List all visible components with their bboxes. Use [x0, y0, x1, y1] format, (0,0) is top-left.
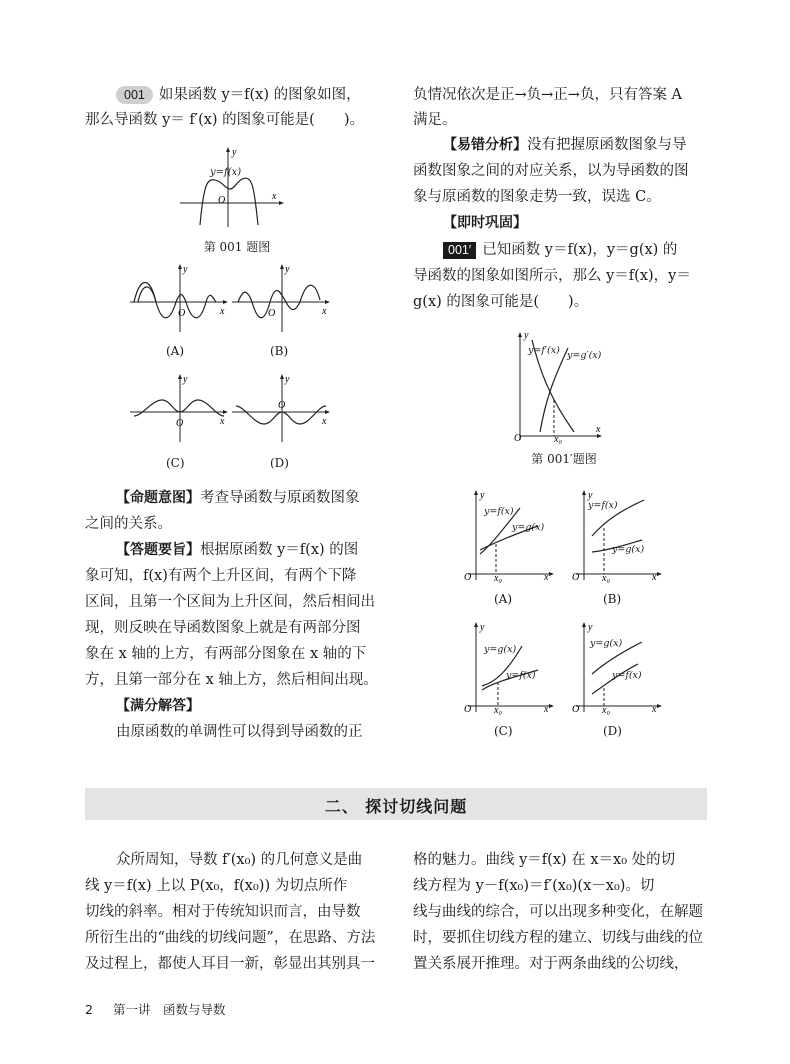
full-answer-line1: 由原函数的单调性可以得到导函数的正	[116, 724, 363, 740]
svg-text:x: x	[272, 191, 277, 202]
svg-text:x₀: x₀	[602, 573, 610, 584]
figure-001-caption: 第 001 题图	[203, 240, 271, 254]
option-d-label: (D)	[270, 456, 289, 470]
opt-d-label-f: y=f(x)	[612, 670, 642, 681]
key-line1: 【答题要旨】根据原函数 y＝f(x) 的图	[116, 542, 359, 558]
section-banner	[85, 788, 707, 820]
question-tag-dark: 001′	[443, 242, 476, 259]
paragraph-line: 线方程为 y－f(x₀)＝f′(x₀)(x－x₀)。切	[413, 878, 655, 894]
option-a-graph-2	[458, 488, 558, 584]
opt-c-label-f: y=f(x)	[506, 670, 536, 681]
figure-001p-caption: 第 001′题图	[531, 452, 597, 466]
opt-a-label-f: y=f(x)	[484, 506, 514, 517]
continuation-line2: 满足。	[413, 112, 457, 128]
drill-heading: 【即时巩固】	[443, 215, 527, 231]
svg-text:x: x	[652, 572, 657, 583]
svg-text:O: O	[464, 704, 472, 715]
svg-text:y: y	[480, 490, 485, 501]
svg-text:y: y	[183, 374, 188, 385]
key-line6: 方，且第一部分在 x 轴上方，然后相间出现。	[85, 672, 378, 688]
paragraph-line: 线 y＝f(x) 上以 P(x₀，f(x₀)) 为切点所作	[85, 878, 348, 894]
question-001p-line1: 001′ 已知函数 y＝f(x)，y＝g(x) 的	[443, 240, 677, 260]
option-a-label: (A)	[166, 344, 185, 358]
svg-text:y: y	[480, 622, 485, 633]
option-c-graph-2	[458, 620, 558, 716]
error-line1: 【易错分析】没有把握原函数图象与导	[443, 137, 687, 153]
svg-text:O: O	[178, 308, 186, 319]
option-d-label-2: (D)	[603, 724, 622, 738]
intent-line1: 【命题意图】考查导函数与原函数图象	[116, 490, 360, 506]
intent-line2: 之间的关系。	[85, 516, 172, 532]
svg-text:x: x	[544, 572, 549, 583]
continuation-line1: 负情况依次是正→负→正→负，只有答案 A	[413, 87, 683, 103]
svg-text:O: O	[464, 572, 472, 583]
key-line5: 象在 x 轴的上方，有两部分图象在 x 轴的下	[85, 646, 367, 662]
svg-text:y: y	[285, 264, 290, 275]
svg-text:x: x	[596, 424, 601, 435]
paragraph-line: 及过程上，都使人耳目一新，彰显出其别具一	[85, 956, 375, 972]
option-c-graph	[128, 372, 232, 444]
svg-text:x: x	[322, 306, 327, 317]
opt-d-label-g: y=g(x)	[590, 638, 623, 649]
question-001p-line2: 导函数的图象如图所示，那么 y＝f(x)，y＝	[413, 268, 691, 284]
option-d-graph-2	[566, 620, 666, 716]
svg-text:x₀: x₀	[554, 434, 562, 444]
full-answer-heading: 【满分解答】	[116, 698, 200, 714]
paragraph-line: 格的魅力。曲线 y＝f(x) 在 x＝x₀ 处的切	[413, 852, 676, 868]
question-001-line2: 那么导函数 y＝ f′(x) 的图象可能是( )。	[85, 112, 364, 128]
question-001-line1: 001 如果函数 y＝f(x) 的图象如图，	[116, 85, 361, 105]
svg-text:O: O	[278, 400, 286, 411]
key-line4: 现，则反映在导函数图象上就是有两部分图	[85, 620, 361, 636]
svg-text:O: O	[218, 195, 226, 206]
figure-001p-label-f: y=f′(x)	[528, 345, 560, 356]
svg-text:x: x	[322, 416, 327, 427]
figure-001p-label-g: y=g′(x)	[567, 350, 602, 361]
page-number: 2	[85, 1002, 93, 1017]
svg-text:x: x	[220, 306, 225, 317]
svg-text:O: O	[572, 572, 580, 583]
paragraph-line: 线与曲线的综合，可以出现多种变化，在解题	[413, 904, 703, 920]
svg-text:O: O	[268, 308, 276, 319]
svg-text:y: y	[285, 374, 290, 385]
error-line3: 象与原函数的图象走势一致，误选 C。	[413, 189, 661, 205]
error-line2: 函数图象之间的对应关系，以为导函数的图	[413, 163, 689, 179]
svg-text:y: y	[588, 622, 593, 633]
svg-text:x: x	[220, 416, 225, 427]
paragraph-line: 切线的斜率。相对于传统知识而言，由导数	[85, 904, 361, 920]
question-001p-line3: g(x) 的图象可能是( )。	[413, 294, 589, 310]
option-b-label: (B)	[270, 344, 289, 358]
svg-text:O: O	[514, 433, 522, 444]
question-tag: 001	[116, 86, 153, 104]
option-d-graph	[230, 372, 334, 444]
svg-text:x: x	[652, 704, 657, 715]
section-title: 二、 探讨切线问题	[324, 797, 468, 816]
svg-text:y: y	[232, 147, 237, 158]
paragraph-line: 众所周知，导数 f′(x₀) 的几何意义是曲	[116, 852, 363, 868]
page-footer	[85, 1000, 225, 1018]
chapter-title: 第一讲 函数与导数	[112, 1002, 226, 1017]
paragraph-line: 所衍生出的“曲线的切线问题”，在思路、方法	[85, 930, 376, 946]
svg-text:y: y	[183, 264, 188, 275]
option-c-label: (C)	[166, 456, 185, 470]
key-line2: 象可知，f(x)有两个上升区间，有两个下降	[85, 568, 357, 584]
svg-text:x₀: x₀	[494, 705, 502, 716]
intent-heading: 【命题意图】	[116, 490, 200, 506]
key-heading: 【答题要旨】	[116, 542, 200, 558]
svg-text:y: y	[588, 490, 593, 501]
option-c-label-2: (C)	[494, 724, 513, 738]
paragraph-line: 时，要抓住切线方程的建立、切线与曲线的位	[413, 930, 703, 946]
opt-b-label-f: y=f(x)	[588, 500, 618, 511]
opt-c-label-g: y=g(x)	[484, 644, 517, 655]
figure-001	[178, 145, 288, 230]
paragraph-line: 置关系展开推理。对于两条曲线的公切线，	[413, 956, 689, 972]
opt-b-label-g: y=g(x)	[612, 544, 645, 555]
svg-text:O: O	[176, 418, 184, 429]
opt-a-label-g: y=g(x)	[512, 522, 545, 533]
error-heading: 【易错分析】	[443, 137, 527, 153]
svg-text:y: y	[524, 330, 529, 341]
svg-text:O: O	[572, 704, 580, 715]
option-b-label-2: (B)	[603, 592, 622, 606]
figure-001-curve-label: y=f(x)	[210, 167, 242, 178]
svg-text:x: x	[544, 704, 549, 715]
svg-text:x₀: x₀	[494, 573, 502, 584]
option-a-graph	[128, 262, 232, 334]
svg-text:x₀: x₀	[602, 705, 610, 716]
option-b-graph	[230, 262, 334, 334]
option-a-label-2: (A)	[494, 592, 513, 606]
key-line3: 区间，且第一个区间为上升区间，然后相间出	[85, 594, 375, 610]
